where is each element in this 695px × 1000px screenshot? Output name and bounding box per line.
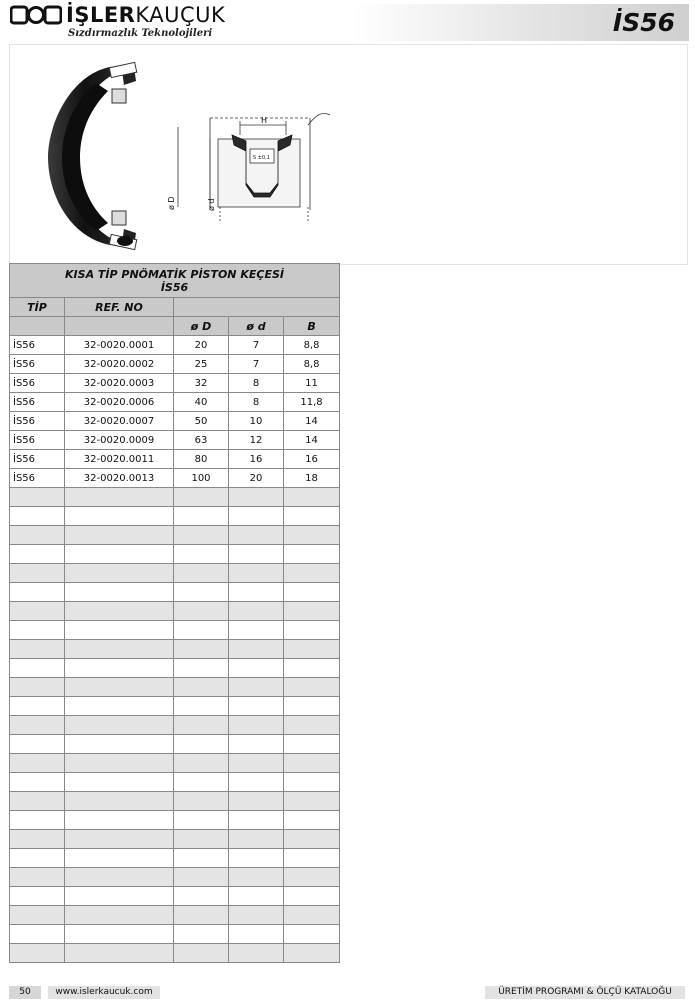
cell-D: 63 <box>174 431 229 450</box>
empty-cell <box>174 621 229 640</box>
empty-table-row <box>10 564 340 583</box>
cell-B: 11,8 <box>284 393 340 412</box>
empty-cell <box>65 602 174 621</box>
cell-tip: İS56 <box>10 393 65 412</box>
cell-tip: İS56 <box>10 412 65 431</box>
empty-cell <box>174 944 229 963</box>
empty-cell <box>284 488 340 507</box>
empty-cell <box>10 507 65 526</box>
empty-cell <box>65 868 174 887</box>
empty-cell <box>229 621 284 640</box>
cell-D: 32 <box>174 374 229 393</box>
empty-cell <box>284 906 340 925</box>
empty-cell <box>284 564 340 583</box>
empty-cell <box>65 811 174 830</box>
empty-cell <box>284 944 340 963</box>
empty-cell <box>229 925 284 944</box>
brand-bold: İŞLER <box>66 3 136 27</box>
empty-cell <box>284 545 340 564</box>
cell-D: 40 <box>174 393 229 412</box>
cell-tip: İS56 <box>10 355 65 374</box>
empty-cell <box>174 602 229 621</box>
empty-cell <box>65 526 174 545</box>
empty-cell <box>65 621 174 640</box>
empty-cell <box>10 602 65 621</box>
empty-cell <box>65 659 174 678</box>
empty-table-row <box>10 792 340 811</box>
empty-table-row <box>10 659 340 678</box>
empty-cell <box>284 526 340 545</box>
cell-tip: İS56 <box>10 450 65 469</box>
dim-label-H: H <box>261 116 268 125</box>
empty-table-row <box>10 583 340 602</box>
empty-cell <box>174 868 229 887</box>
brand-regular: KAUÇUK <box>135 3 226 27</box>
empty-cell <box>174 811 229 830</box>
empty-cell <box>284 621 340 640</box>
empty-cell <box>174 754 229 773</box>
empty-cell <box>284 507 340 526</box>
empty-cell <box>284 792 340 811</box>
empty-cell <box>174 564 229 583</box>
empty-cell <box>174 925 229 944</box>
empty-cell <box>174 887 229 906</box>
empty-cell <box>284 735 340 754</box>
empty-table-row <box>10 944 340 963</box>
empty-cell <box>65 545 174 564</box>
empty-cell <box>65 564 174 583</box>
cell-d: 7 <box>229 336 284 355</box>
cell-d: 12 <box>229 431 284 450</box>
empty-cell <box>174 830 229 849</box>
seal-section-view <box>178 113 330 223</box>
empty-cell <box>174 526 229 545</box>
page-footer <box>0 984 695 1000</box>
empty-cell <box>10 830 65 849</box>
table-row <box>10 469 340 488</box>
empty-cell <box>65 640 174 659</box>
empty-cell <box>284 887 340 906</box>
table-row <box>10 450 340 469</box>
empty-cell <box>284 583 340 602</box>
empty-cell <box>284 849 340 868</box>
empty-cell <box>65 773 174 792</box>
table-title-row <box>10 264 340 298</box>
empty-cell <box>284 640 340 659</box>
empty-cell <box>229 887 284 906</box>
table-row <box>10 412 340 431</box>
empty-cell <box>10 887 65 906</box>
empty-cell <box>10 526 65 545</box>
empty-cell <box>65 925 174 944</box>
empty-table-row <box>10 678 340 697</box>
cell-tip: İS56 <box>10 374 65 393</box>
cell-ref: 32-0020.0002 <box>65 355 174 374</box>
col-header-ref: REF. NO <box>65 298 174 317</box>
cell-B: 8,8 <box>284 336 340 355</box>
empty-cell <box>284 697 340 716</box>
table-row <box>10 355 340 374</box>
cell-D: 25 <box>174 355 229 374</box>
col-header-ref-empty <box>65 317 174 336</box>
empty-cell <box>10 868 65 887</box>
cell-ref: 32-0020.0009 <box>65 431 174 450</box>
empty-cell <box>65 849 174 868</box>
empty-table-row <box>10 545 340 564</box>
empty-cell <box>65 792 174 811</box>
empty-cell <box>174 678 229 697</box>
empty-table-row <box>10 507 340 526</box>
empty-table-row <box>10 621 340 640</box>
cell-B: 16 <box>284 450 340 469</box>
table-header-row <box>10 298 340 317</box>
empty-cell <box>229 583 284 602</box>
empty-cell <box>10 773 65 792</box>
empty-cell <box>174 545 229 564</box>
table-title-line2: İS56 <box>160 280 189 294</box>
cell-B: 8,8 <box>284 355 340 374</box>
cell-d: 10 <box>229 412 284 431</box>
empty-cell <box>10 849 65 868</box>
table-row <box>10 374 340 393</box>
cell-tip: İS56 <box>10 469 65 488</box>
empty-cell <box>229 640 284 659</box>
empty-table-row <box>10 830 340 849</box>
empty-cell <box>65 678 174 697</box>
empty-cell <box>229 697 284 716</box>
empty-cell <box>284 773 340 792</box>
brand-tagline: Sızdırmazlık Teknolojileri <box>68 28 213 39</box>
seal-illustration <box>10 45 687 264</box>
cell-ref: 32-0020.0007 <box>65 412 174 431</box>
empty-cell <box>174 716 229 735</box>
seal-3d-view <box>48 62 137 249</box>
empty-cell <box>174 849 229 868</box>
empty-table-row <box>10 716 340 735</box>
empty-cell <box>229 906 284 925</box>
website-link[interactable]: www.islerkaucuk.com <box>48 986 160 999</box>
empty-table-row <box>10 526 340 545</box>
brand-name <box>66 3 225 27</box>
empty-cell <box>284 602 340 621</box>
empty-cell <box>174 659 229 678</box>
empty-table-row <box>10 887 340 906</box>
empty-table-row <box>10 735 340 754</box>
empty-cell <box>229 678 284 697</box>
cell-d: 7 <box>229 355 284 374</box>
empty-table-row <box>10 906 340 925</box>
empty-cell <box>284 830 340 849</box>
table-title <box>10 264 340 298</box>
empty-cell <box>229 811 284 830</box>
empty-table-row <box>10 697 340 716</box>
empty-cell <box>174 792 229 811</box>
page-number: 50 <box>9 986 41 999</box>
empty-cell <box>10 545 65 564</box>
empty-cell <box>174 507 229 526</box>
table-row <box>10 393 340 412</box>
empty-table-row <box>10 602 340 621</box>
empty-cell <box>10 792 65 811</box>
catalog-title: ÜRETİM PROGRAMI & ÖLÇÜ KATALOĞU <box>485 986 685 999</box>
empty-cell <box>229 545 284 564</box>
empty-table-row <box>10 488 340 507</box>
table-title-line1: KISA TİP PNÖMATİK PİSTON KEÇESİ <box>65 267 284 281</box>
empty-cell <box>65 906 174 925</box>
empty-cell <box>229 754 284 773</box>
empty-cell <box>284 754 340 773</box>
page-header <box>0 0 695 44</box>
empty-cell <box>10 944 65 963</box>
empty-cell <box>10 678 65 697</box>
cell-ref: 32-0020.0001 <box>65 336 174 355</box>
empty-cell <box>65 735 174 754</box>
empty-cell <box>10 925 65 944</box>
empty-table-row <box>10 754 340 773</box>
table-subheader-row <box>10 317 340 336</box>
empty-cell <box>174 583 229 602</box>
product-drawing <box>9 44 688 265</box>
dim-label-section: S ±0,1 <box>253 155 270 161</box>
empty-cell <box>65 887 174 906</box>
cell-D: 20 <box>174 336 229 355</box>
cell-d: 8 <box>229 374 284 393</box>
empty-cell <box>229 868 284 887</box>
empty-cell <box>65 488 174 507</box>
empty-cell <box>229 716 284 735</box>
col-header-tip: TİP <box>10 298 65 317</box>
empty-cell <box>10 659 65 678</box>
cell-ref: 32-0020.0003 <box>65 374 174 393</box>
empty-cell <box>65 944 174 963</box>
cell-D: 100 <box>174 469 229 488</box>
empty-cell <box>284 659 340 678</box>
cell-B: 18 <box>284 469 340 488</box>
empty-cell <box>229 792 284 811</box>
cell-tip: İS56 <box>10 431 65 450</box>
empty-cell <box>174 773 229 792</box>
empty-cell <box>10 735 65 754</box>
empty-table-row <box>10 640 340 659</box>
empty-cell <box>284 716 340 735</box>
col-header-B: B <box>284 317 340 336</box>
cell-B: 11 <box>284 374 340 393</box>
empty-cell <box>10 564 65 583</box>
cell-D: 50 <box>174 412 229 431</box>
empty-cell <box>229 526 284 545</box>
col-header-tip-empty <box>10 317 65 336</box>
empty-cell <box>65 754 174 773</box>
empty-cell <box>229 944 284 963</box>
empty-cell <box>65 507 174 526</box>
product-code: İS56 <box>612 8 675 37</box>
table-row <box>10 431 340 450</box>
product-table <box>9 263 339 963</box>
empty-cell <box>284 925 340 944</box>
table-body <box>10 336 340 963</box>
empty-cell <box>174 488 229 507</box>
cell-d: 20 <box>229 469 284 488</box>
empty-table-row <box>10 868 340 887</box>
cell-ref: 32-0020.0013 <box>65 469 174 488</box>
empty-table-row <box>10 811 340 830</box>
empty-cell <box>229 602 284 621</box>
empty-cell <box>229 735 284 754</box>
empty-cell <box>229 659 284 678</box>
col-header-dimensions <box>174 298 340 317</box>
empty-cell <box>10 640 65 659</box>
empty-cell <box>284 678 340 697</box>
empty-cell <box>229 488 284 507</box>
empty-cell <box>229 773 284 792</box>
cell-B: 14 <box>284 431 340 450</box>
empty-table-row <box>10 849 340 868</box>
empty-cell <box>229 849 284 868</box>
empty-cell <box>284 868 340 887</box>
col-header-d: ø d <box>229 317 284 336</box>
dim-label-D: ø D <box>167 196 176 210</box>
empty-cell <box>10 583 65 602</box>
empty-cell <box>10 488 65 507</box>
cell-tip: İS56 <box>10 336 65 355</box>
empty-cell <box>284 811 340 830</box>
cell-ref: 32-0020.0011 <box>65 450 174 469</box>
empty-cell <box>65 716 174 735</box>
cell-ref: 32-0020.0006 <box>65 393 174 412</box>
cell-D: 80 <box>174 450 229 469</box>
col-header-D: ø D <box>174 317 229 336</box>
empty-cell <box>174 640 229 659</box>
table-row <box>10 336 340 355</box>
empty-cell <box>10 754 65 773</box>
empty-cell <box>229 507 284 526</box>
empty-cell <box>10 716 65 735</box>
empty-cell <box>229 564 284 583</box>
empty-cell <box>65 830 174 849</box>
empty-cell <box>10 811 65 830</box>
empty-cell <box>10 621 65 640</box>
empty-cell <box>174 906 229 925</box>
cell-B: 14 <box>284 412 340 431</box>
empty-cell <box>65 583 174 602</box>
empty-cell <box>10 697 65 716</box>
cell-d: 8 <box>229 393 284 412</box>
product-code-banner <box>353 4 689 41</box>
empty-table-row <box>10 925 340 944</box>
empty-cell <box>174 697 229 716</box>
dim-label-d: ø d <box>207 198 216 211</box>
empty-cell <box>174 735 229 754</box>
empty-cell <box>10 906 65 925</box>
seal-rings-logo-icon <box>10 4 62 26</box>
cell-d: 16 <box>229 450 284 469</box>
empty-cell <box>65 697 174 716</box>
empty-table-row <box>10 773 340 792</box>
empty-cell <box>229 830 284 849</box>
